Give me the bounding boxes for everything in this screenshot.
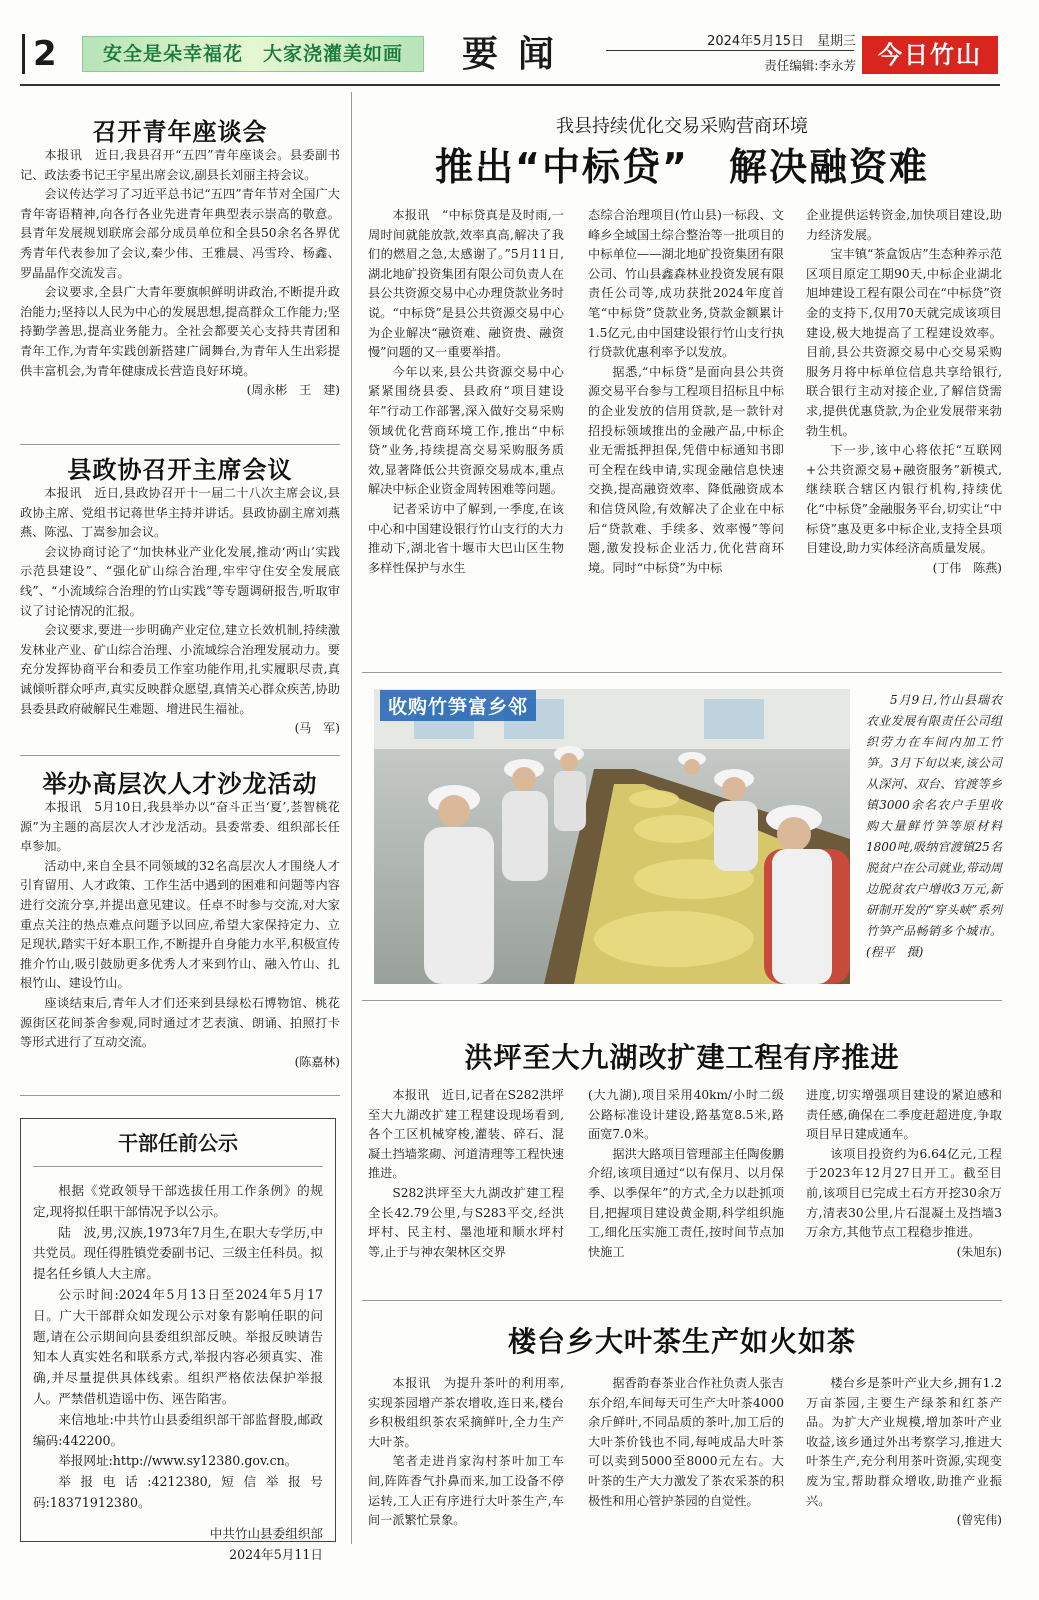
paragraph: 本报讯 近日,县政协召开十一届二十八次主席会议,县政协主席、党组书记蒋世华主持并讲话。县政协副主席刘燕燕、陈泓、丁嵩参加会议。 [20, 486, 340, 540]
article-road-col2 [588, 1086, 784, 1262]
paragraph: 本报讯 “中标贷真是及时雨,一周时间就能放款,效率真高,解决了我们的燃眉之急,太感谢了。”5月11日,湖北地矿投资集团有限公司负责人在县公共资源交易中心办理贷款业务时说。“中标贷”是县公共资源交易中心为企业解决“融资难、融资贵、融资慢”问题的又一重要举措。 [368, 208, 564, 360]
header-rule [606, 50, 854, 51]
paragraph: 举报电话:4212380,短信举报号码:18371912380。 [33, 1474, 323, 1510]
article-byline: (朱旭东) [956, 1244, 1002, 1259]
paragraph: 据香韵春茶业合作社负责人张吉东介绍,车间每天可生产大叶茶4000余斤鲜叶,不同品质的茶叶,加工后的大叶茶价钱也不同,每吨成品大叶茶可以卖到5000至8000元左右。大叶茶的生产大力激发了茶农采茶的积极性和用心管护茶园的自觉性。 [588, 1376, 784, 1508]
paragraph: 企业提供运转资金,加快项目建设,助力经济发展。 [806, 208, 1002, 242]
paragraph: 据悉,“中标贷”是面向县公共资源交易平台参与工程项目招标且中标的企业发放的信用贷款,是一款针对招投标领域推出的金融产品,中标企业无需抵押担保,凭借中标通知书即可全程在线申请,实现金融信息快速交换,提高融资效率、降低融资成本和信贷风险,有效解决了企业在中标后“贷款难、手续多、效率慢”等问题,激发投标企业活力,优化营商环境。同时“中标贷”为中标 [588, 364, 784, 575]
article-road-col1 [368, 1086, 564, 1262]
article-talent-body [20, 798, 340, 1072]
photo-illustration [374, 689, 850, 984]
article-tea-col3 [806, 1374, 1002, 1531]
paragraph: 记者采访中了解到,一季度,在该中心和中国建设银行竹山支行的大力推动下,湖北省十堰市大巴山区生物多样性保护与水生 [368, 501, 564, 575]
article-loan-col2 [588, 206, 784, 578]
article-byline: (马 军) [294, 721, 340, 736]
paragraph: 楼台乡是茶叶产业大乡,拥有1.2万亩茶园,主要生产绿茶和红茶产品。为扩大产业规模,增加茶叶产业收益,该乡通过外出考察学习,推进大叶茶生产,充分利用茶叶资源,实现变废为宝,帮助群众增收,助推产业振兴。 [806, 1376, 1002, 1508]
article-tea-col2 [588, 1374, 784, 1511]
article-road-title: 洪坪至大九湖改扩建工程有序推进 [464, 1041, 900, 1074]
paragraph: 本报讯 5月10日,我县举办以“奋斗正当‘夏’,荟智桃花源”为主题的高层次人才沙龙活动。县委常委、组织部长任卓参加。 [20, 800, 340, 854]
article-loan-title: 推出“中标贷” 解决融资难 [435, 145, 929, 189]
article-byline: (丁伟 陈燕) [932, 560, 1002, 575]
paragraph: 笔者走进肖家沟村茶叶加工车间,阵阵香气扑鼻而来,加工设备不停运转,工人正有序进行大叶茶生产,车间一派繁忙景象。 [368, 1454, 564, 1528]
article-loan-col3 [806, 206, 1002, 578]
article-youth-body [20, 146, 340, 401]
cadre-notice-box [20, 1118, 336, 1562]
paragraph: S282洪坪至大九湖改扩建工程全长42.79公里,与S283平交,经洪坪村、民主村、墨池垭和顺水坪村等,止于与神农架林区交界 [368, 1185, 564, 1259]
paragraph: 下一步,该中心将依托“互联网+公共资源交易+融资服务”新模式,继续联合辖区内银行机构,持续优化“中标贷”金融服务平台,切实让“中标贷”惠及更多中标企业,支持全县项目建设,助力实体经济高质量发展。 [806, 443, 1002, 556]
article-youth-title: 召开青年座谈会 [92, 118, 268, 146]
paragraph: 本报讯 近日,我县召开“五四”青年座谈会。县委副书记、政法委书记王宇星出席会议,副县长刘丽主持会议。 [20, 148, 340, 182]
divider-3 [20, 1095, 340, 1096]
photo-caption: 5月9日,竹山县瑞农农业发展有限责任公司组织劳力在车间内加工竹笋。3月下旬以来,该公司从深河、双台、官渡等乡镇3000余名农户手里收购大量鲜竹笋等原材料1800吨,吸纳官渡镇25名脱贫户在公司就业,带动周边脱贫农户增收3万元,新研制开发的“穿头峡”系列竹笋产品畅销多个城市。(程平 摄) [866, 693, 1002, 959]
paragraph: 根据《党政领导干部选拔任用工作条例》的规定,现将拟任职干部情况予以公示。 [33, 1183, 323, 1219]
article-road-col3 [806, 1086, 1002, 1262]
article-loan-kicker: 我县持续优化交易采购营商环境 [556, 116, 808, 137]
section-title: 要闻 [462, 33, 575, 75]
photo-title-tag: 收购竹笋富乡邻 [380, 690, 536, 721]
paragraph: 会议要求,要进一步明确产业定位,建立长效机制,持续激发林业产业、矿山综合治理、小流域综合治理发展动力。要充分发挥协商平台和委员工作室功能作用,扎实履职尽责,真诚倾听群众呼声,真实反映群众愿望,真情关心群众疾苦,协助县委县政府破解民生难题、增进民生福祉。 [20, 623, 340, 716]
article-tea-title: 楼台乡大叶茶生产如火如茶 [507, 1325, 856, 1358]
article-byline: (周永彬 王 建) [246, 383, 340, 398]
paragraph: 会议要求,全县广大青年要旗帜鲜明讲政治,不断提升政治能力;坚持以人民为中心的发展思想,提高群众工作能力;坚持勤学善思,提高业务能力。全社会都要关心支持共青团和青年工作,为青年实践创新搭建广阔舞台,为青年人生出彩提供丰富机会,为青年健康成长营造良好环境。 [20, 285, 340, 378]
article-loan-col1 [368, 206, 564, 578]
paragraph: 据洪大路项目管理部主任陶俊鹏介绍,该项目通过“以有保月、以月保季、以季保年”的方式,全力以赴抓项目,把握项目建设黄金期,科学组织施工,细化压实施工责任,按时间节点加快施工 [588, 1146, 784, 1259]
paragraph: 宝丰镇“茶盒饭店”生态种养示范区项目原定工期90天,中标企业湖北旭坤建设工程有限公司在“中标贷”资金的支持下,仅用70天就完成该项目建设,极大地提高了工程建设效率。目前,县公共资源交易中心交易采购服务月将中标单位信息共享给银行,联合银行主动对接企业,了解信贷需求,提供优惠贷款,为企业发展带来勃勃生机。 [806, 247, 1002, 438]
paragraph: 举报网址:http://www.sy12380.gov.cn。 [58, 1453, 298, 1469]
paragraph: 座谈结束后,青年人才们还来到县绿松石博物馆、桃花源街区花间茶舍参观,同时通过才艺表演、朗诵、拍照打卡等形式进行了互动交流。 [20, 995, 340, 1050]
paragraph: 陆 波,男,汉族,1973年7月生,在职大专学历,中共党员。现任得胜镇党委副书记、三级主任科员。拟提名任乡镇人大主席。 [33, 1224, 323, 1282]
paragraph: 活动中,来自全县不同领域的32名高层次人才围绕人才引育留用、人才政策、工作生活中遇到的困难和问题等内容进行交流分享,并提出意见建议。任卓不时参与交流,对大家重点关注的热点难点问题予以回应,希望大家保持定力、立足现状,踏实干好本职工作,不断提升自身能力水平,积极宣传推介竹山,吸引鼓励更多优秀人才来到竹山、融入竹山、扎根竹山、建设竹山。 [20, 858, 340, 991]
paragraph: 今年以来,县公共资源交易中心紧紧围绕县委、县政府“项目建设年”行动工作部署,深入做好交易采购领域优化营商环境工作,推出“中标贷”业务,持续提高交易采购服务质效,显著降低公共资源交易成本,重点解决中标企业资金周转困难等问题。 [368, 364, 564, 497]
paragraph: 公示时间:2024年5月13日至2024年5月17日。广大干部群众如发现公示对象有影响任职的问题,请在公示期间向县委组织部反映。举报反映请告知本人真实姓名和联系方式,举报内容必须真实、准确,并尽量提供具体线索。组织严格依法保护举报人。严禁借机造谣中伤、诬告陷害。 [33, 1286, 323, 1406]
paragraph: 态综合治理项目(竹山县)一标段、文峰乡全域国土综合整治等一批项目的中标单位——湖北地矿投资集团有限公司、竹山县鑫森林业投资发展有限责任公司等,成功获批2024年度首笔“中标贷”贷款业务,贷款金额累计1.5亿元,由中国建设银行竹山支行执行贷款优惠利率予以发放。 [588, 208, 784, 360]
paragraph: 本报讯 近日,记者在S282洪坪至大九湖改扩建工程建设现场看到,各个工区机械穿梭,灌装、碎石、混凝土挡墙浆砌、河道清理等工程快速推进。 [368, 1088, 564, 1181]
page-number: 2 [22, 34, 72, 74]
paragraph: 来信地址:中共竹山县委组织部干部监督股,邮政编码:442200。 [33, 1411, 323, 1448]
notice-title: 干部任前公示 [33, 1127, 323, 1167]
paragraph: 会议协商讨论了“加快林业产业化发展,推动‘两山’实践示范县建设”、“强化矿山综合治理,牢牢守住安全发展底线”、“小流域综合治理的竹山实践”等专题调研报告,听取审议了讨论情况的汇报。 [20, 544, 340, 618]
divider-6 [362, 1300, 1002, 1301]
notice-sign-date: 2024年5月11日 [229, 1546, 323, 1562]
paragraph: 该项目投资约为6.64亿元,工程于2023年12月27日开工。截至目前,该项目已完成土石方开挖30余万方,清表30公里,片石混凝土及挡墙3万余方,其他节点工程稳步推进。 [806, 1146, 1002, 1240]
paragraph: 本报讯 为提升茶叶的利用率,实现茶园增产茶农增收,连日来,楼台乡积极组织茶农采摘鲜叶,全力生产大叶茶。 [368, 1376, 564, 1449]
paragraph: 会议传达学习了习近平总书记“五四”青年节对全国广大青年寄语精神,向各行各业先进青年典型表示崇高的敬意。县青年发展规划联席会部分成员单位和全县50余名各界优秀青年代表参加了会议,秦少伟、王雅晨、冯雪玲、杨鑫、罗晶晶作交流发言。 [20, 187, 340, 280]
divider-2 [20, 755, 340, 756]
divider-5 [362, 1000, 1002, 1001]
left-column-divider [351, 92, 352, 1544]
article-cppcc-title: 县政协召开主席会议 [67, 456, 293, 484]
article-tea-col1 [368, 1374, 564, 1531]
article-cppcc-body [20, 484, 340, 739]
newspaper-logo: 今日竹山 [862, 36, 998, 74]
issue-date: 2024年5月15日 星期三 [707, 34, 856, 49]
article-talent-title: 举办高层次人才沙龙活动 [42, 770, 318, 798]
paragraph: 进度,切实增强项目建设的紧迫感和责任感,确保在二季度赶超进度,争取项目早日建成通车。 [806, 1088, 1002, 1142]
bamboo-shoot-workshop-photo [374, 689, 850, 984]
divider-4 [362, 672, 1002, 673]
responsible-editor: 责任编辑:李永芳 [764, 58, 856, 73]
header-slogan-banner: 安全是朵幸福花 大家浇灌美如画 [82, 36, 424, 72]
divider-1 [20, 444, 340, 445]
paragraph: (大九湖),项目采用40km/小时二级公路标准设计建设,路基宽8.5米,路面宽7.0米。 [588, 1088, 784, 1142]
header-divider [20, 84, 1000, 86]
notice-signature: 中共竹山县委组织部 [209, 1525, 323, 1541]
article-byline: (陈嘉林) [294, 1054, 340, 1069]
notice-body [33, 1181, 323, 1565]
article-byline: (曾宪伟) [956, 1513, 1002, 1528]
